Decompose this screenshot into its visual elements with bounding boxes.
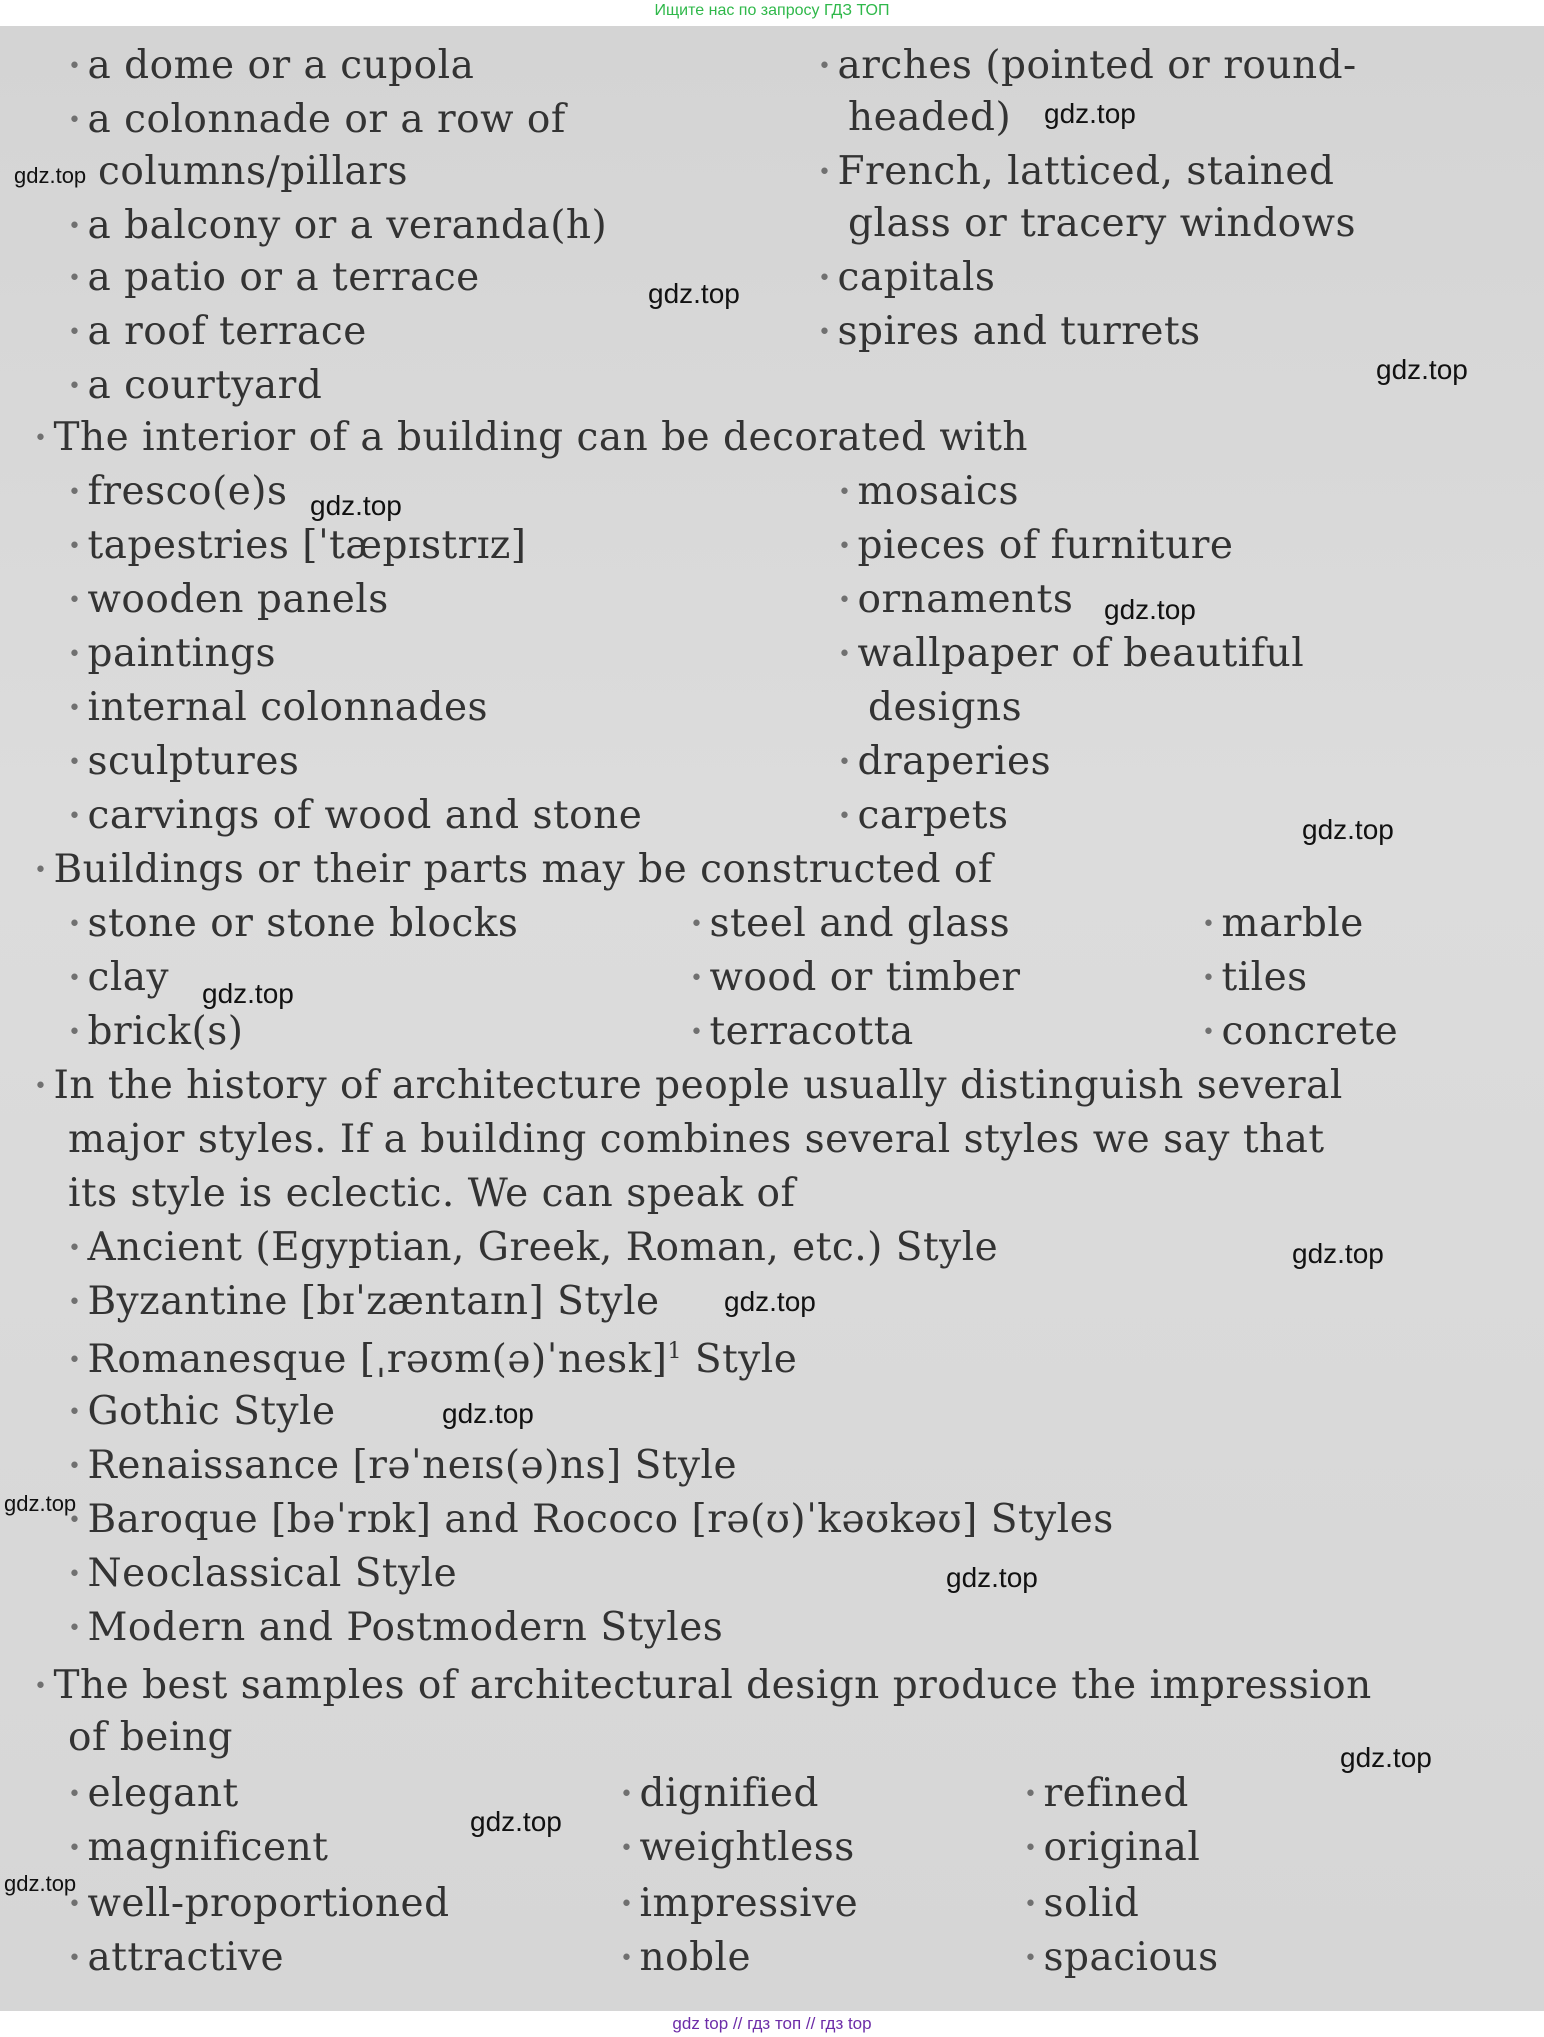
list-item: • arches (pointed or round- — [818, 43, 1357, 88]
list-item: • sculptures — [68, 739, 300, 784]
watermark-label: gdz.top — [648, 278, 740, 309]
list-item: • French, latticed, stained — [818, 149, 1335, 194]
list-item: • Baroque [bəˈrɒk] and Rococo [rə(ʊ)ˈkəʊkəʊ] Styles — [68, 1497, 1114, 1542]
list-item: • magnificent — [68, 1825, 329, 1870]
paragraph-line: • The best samples of architectural design produce the impression — [34, 1663, 1372, 1708]
list-item: • Renaissance [rəˈneɪs(ə)ns] Style — [68, 1443, 738, 1488]
list-item: • tapestries [ˈtæpɪstrɪz] — [68, 523, 527, 568]
paragraph-line: of being — [68, 1715, 233, 1760]
list-item: • internal colonnades — [68, 685, 489, 730]
list-item: • original — [1024, 1825, 1201, 1870]
list-item: • a colonnade or a row of — [68, 97, 566, 142]
bottom-banner — [0, 2011, 1544, 2037]
watermark-label: gdz.top — [4, 1871, 77, 1896]
paragraph-line: its style is eclectic. We can speak of — [68, 1171, 796, 1216]
list-item-continuation: headed) — [848, 95, 1012, 140]
list-item: • solid — [1024, 1881, 1140, 1926]
list-item: • well-proportioned — [68, 1881, 450, 1926]
list-item: • Ancient (Egyptian, Greek, Roman, etc.) Style — [68, 1225, 999, 1270]
list-item: • refined — [1024, 1771, 1189, 1816]
list-item: • Romanesque [ˌrəʊm(ə)ˈnesk]$^1$ Style — [68, 1337, 798, 1382]
list-item: • stone or stone blocks — [68, 901, 519, 946]
list-item: • carvings of wood and stone — [68, 793, 643, 838]
list-item: • spacious — [1024, 1935, 1219, 1980]
top-banner-text: Ищите нас по запросу ГДЗ ТОП — [654, 2, 890, 19]
list-item: • steel and glass — [690, 901, 1011, 946]
list-item: • ornaments — [838, 577, 1074, 622]
watermark-label: gdz.top — [946, 1562, 1038, 1593]
list-item: • wallpaper of beautiful — [838, 631, 1305, 676]
list-item: • a patio or a terrace — [68, 255, 480, 300]
list-item: • carpets — [838, 793, 1009, 838]
watermark-label: gdz.top — [310, 490, 402, 521]
list-item: • spires and turrets — [818, 309, 1201, 354]
list-item: • Modern and Postmodern Styles — [68, 1605, 724, 1650]
watermark-label: gdz.top — [1292, 1238, 1384, 1269]
list-item: • fresco(e)s — [68, 469, 288, 514]
list-item: • pieces of furniture — [838, 523, 1234, 568]
list-item: • noble — [620, 1935, 752, 1980]
list-item: • draperies — [838, 739, 1052, 784]
list-item: • marble — [1202, 901, 1364, 946]
list-item: • a dome or a cupola — [68, 43, 475, 88]
watermark-label: gdz.top — [1376, 354, 1468, 385]
bottom-banner-text: gdz top // гдз топ // гдз top — [672, 2014, 872, 2033]
watermark-label: gdz.top — [1104, 594, 1196, 625]
section-heading: • Buildings or their parts may be constructed of — [34, 847, 993, 892]
list-item: • brick(s) — [68, 1009, 244, 1054]
list-item: • Byzantine [bɪˈzæntaɪn] Style — [68, 1279, 660, 1324]
list-item-continuation: columns/pillars — [98, 149, 408, 194]
watermark-label: gdz.top — [14, 163, 87, 188]
list-item-continuation: designs — [868, 685, 1023, 730]
list-item: • Gothic Style — [68, 1389, 336, 1434]
top-banner — [0, 0, 1544, 26]
watermark-label: gdz.top — [724, 1286, 816, 1317]
list-item: • dignified — [620, 1771, 819, 1816]
list-item-continuation: glass or tracery windows — [848, 201, 1357, 246]
watermark-label: gdz.top — [1302, 814, 1394, 845]
textbook-page — [0, 26, 1544, 2011]
list-item: • wood or timber — [690, 955, 1021, 1000]
list-item: • attractive — [68, 1935, 285, 1980]
list-item: • impressive — [620, 1881, 859, 1926]
list-item: • concrete — [1202, 1009, 1399, 1054]
watermark-label: gdz.top — [442, 1398, 534, 1429]
list-item: • weightless — [620, 1825, 855, 1870]
paragraph-line: major styles. If a building combines several styles we say that — [68, 1117, 1325, 1162]
watermark-label: gdz.top — [1044, 98, 1136, 129]
list-item: • a courtyard — [68, 363, 323, 408]
list-item: • clay — [68, 955, 170, 1000]
list-item: • wooden panels — [68, 577, 389, 622]
list-item: • paintings — [68, 631, 277, 676]
list-item: • a balcony or a veranda(h) — [68, 203, 608, 248]
watermark-label: gdz.top — [1340, 1742, 1432, 1773]
watermark-label: gdz.top — [470, 1806, 562, 1837]
footnote-marker: 1 — [667, 1339, 682, 1364]
section-heading: • The interior of a building can be decorated with — [34, 415, 1029, 460]
list-item: • terracotta — [690, 1009, 914, 1054]
list-item: • a roof terrace — [68, 309, 367, 354]
list-item: • Neoclassical Style — [68, 1551, 458, 1596]
paragraph-line: • In the history of architecture people usually distinguish several — [34, 1063, 1343, 1108]
list-item: • capitals — [818, 255, 996, 300]
watermark-label: gdz.top — [4, 1491, 77, 1516]
list-item: • elegant — [68, 1771, 239, 1816]
watermark-label: gdz.top — [202, 978, 294, 1009]
list-item: • mosaics — [838, 469, 1020, 514]
list-item: • tiles — [1202, 955, 1308, 1000]
